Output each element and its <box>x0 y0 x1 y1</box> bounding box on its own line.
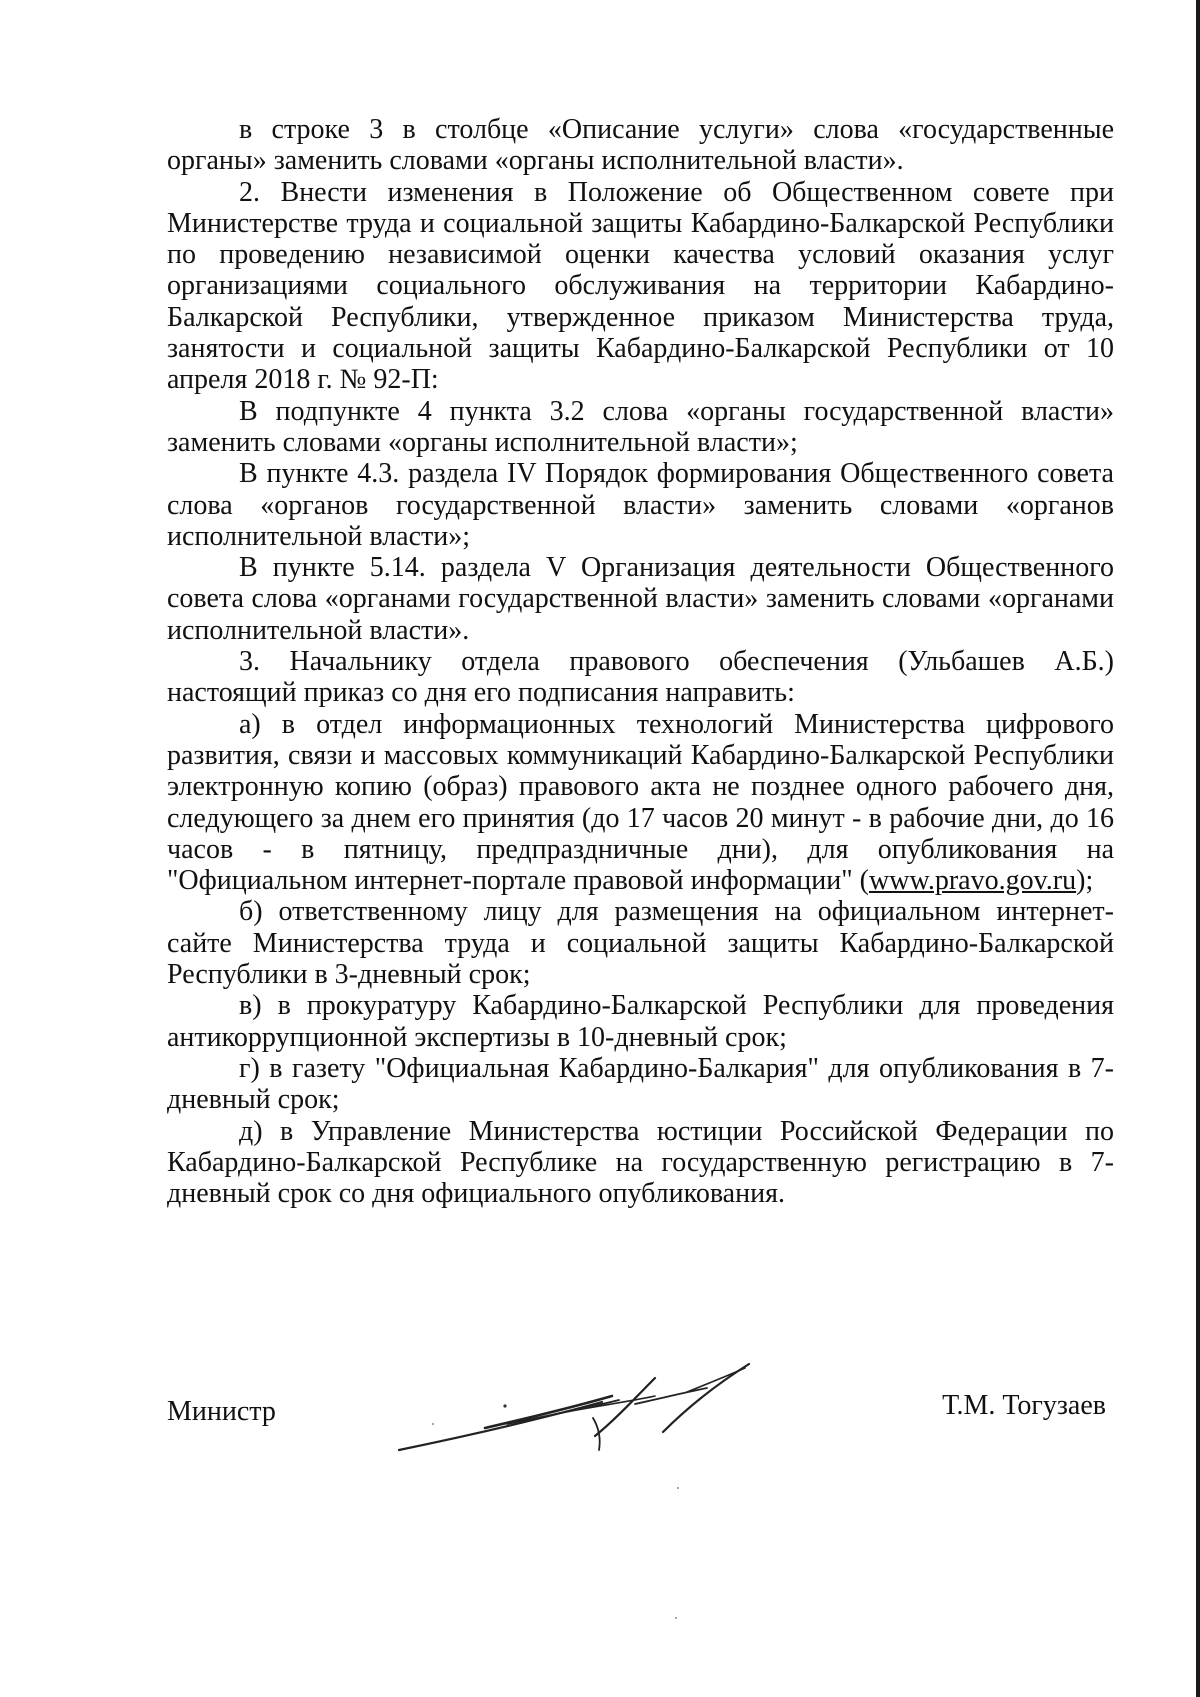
paragraph-row3-column: в строке 3 в столбце «Описание услуги» слова «государственные органы» заменить словами «органы исполнительной власти». <box>167 114 1114 177</box>
paragraph-subitem-3-2: В подпункте 4 пункта 3.2 слова «органы государственной власти» заменить словами «органы исполнительной власти»; <box>167 395 1114 458</box>
scan-speck <box>432 1423 434 1425</box>
paragraph-item-4-3: В пункте 4.3. раздела IV Порядок формирования Общественного совета слова «органов государственной власти» заменить словами «органов исполнительной власти»; <box>167 458 1114 552</box>
signature-block <box>167 1390 1114 1470</box>
paragraph-item-v: в) в прокуратуру Кабардино-Балкарской Республики для проведения антикоррупционной экспертизы в 10-дневный срок; <box>167 990 1114 1053</box>
scan-speck <box>675 1617 677 1619</box>
paragraph-item-5-14: В пункте 5.14. раздела V Организация деятельности Общественного совета слова «органами государственной власти» заменить словами «органами исполнительной власти». <box>167 552 1114 646</box>
signatory-name: Т.М. Тогузаев <box>942 1390 1106 1421</box>
paragraph-item-g: г) в газету "Официальная Кабардино-Балкария" для опубликования в 7-дневный срок; <box>167 1052 1114 1116</box>
scan-speck <box>677 1487 679 1489</box>
paragraph-item-a <box>167 709 1114 897</box>
page-edge-border <box>1196 0 1200 1697</box>
paragraph-item-2: 2. Внести изменения в Положение об Общественном совете при Министерстве труда и социальной защиты Кабардино-Балкарской Республики по проведению независимой оценки качества условий оказания услуг организациями социального обслуживания на территории Кабардино-Балкарской Республики, утвержденное приказом Министерства труда, занятости и социальной защиты Кабардино-Балкарской Республики от 10 апреля 2018 г. № 92-П: <box>167 176 1114 396</box>
document-body <box>167 114 1114 1209</box>
signatory-title: Министр <box>167 1396 276 1427</box>
pravo-gov-link[interactable]: www.pravo.gov.ru <box>869 865 1077 897</box>
paragraph-item-d: д) в Управление Министерства юстиции Российской Федерации по Кабардино-Балкарской Республике на государственную регистрацию в 7-дневный срок со дня официального опубликования. <box>167 1115 1114 1210</box>
paragraph-item-a-text: а) в отдел информационных технологий Министерства цифрового развития, связи и массовых коммуникаций Кабардино-Балкарской Республики электронную копию (образ) правового акта не позднее одного рабочего дня, следующего за днем его принятия (до 17 часов 20 минут - в рабочие дни, до 16 часов - в пятницу, предпраздничные дни), для опубликования на "Официальном интернет-портале правовой информации" ( <box>167 708 1114 897</box>
handwritten-signature <box>387 1358 767 1468</box>
paragraph-item-b: б) ответственному лицу для размещения на официальном интернет-сайте Министерства труда и социальной защиты Кабардино-Балкарской Республики в 3-дневный срок; <box>167 896 1114 991</box>
paragraph-item-3: 3. Начальнику отдела правового обеспечения (Ульбашев А.Б.) настоящий приказ со дня его подписания направить: <box>167 646 1114 709</box>
paragraph-item-a-tail: ); <box>1076 865 1094 897</box>
